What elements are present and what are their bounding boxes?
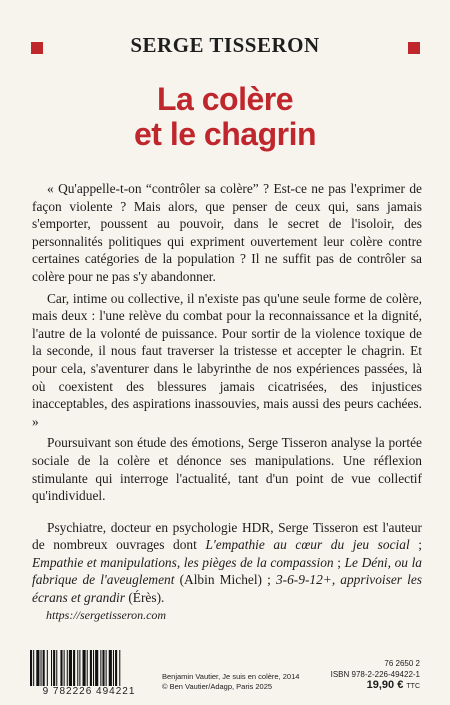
barcode-bar xyxy=(43,650,45,690)
author-bio xyxy=(32,519,422,607)
barcode-bar xyxy=(115,650,117,690)
blurb-paragraph-2: Car, intime ou collective, il n'existe pas qu'une seule forme de colère, mais deux : l'une relève du combat pour la reconnaissance et la dignité, l'autre de la volonté de puissance. Pour sortir de la violence toxique de la seconde, il nous faut traverser la tristesse et accepter le chagrin. Et pour cela, s'aventurer dans le labyrinthe de nos expériences passées, là où coexistent des blessures jamais cicatrisées, des injustices inacceptables, des aspirations inassouvies, mais aussi des peurs cachées. » xyxy=(32,290,422,429)
bio-separator-1: ; xyxy=(409,537,422,553)
barcode-bar xyxy=(73,650,75,690)
barcode-bar xyxy=(56,650,57,690)
barcode-bar xyxy=(95,650,98,690)
price-ttc: TTC xyxy=(406,683,420,690)
barcode-bar xyxy=(87,650,88,690)
price xyxy=(331,680,420,692)
barcode-bar xyxy=(113,650,114,690)
bio-book-2: Empathie et manipulations, les pièges de la compassion xyxy=(32,554,334,570)
barcode-bar xyxy=(90,650,92,690)
barcode-bar xyxy=(36,650,39,690)
blurb-paragraph-3: Poursuivant son étude des émotions, Serge Tisseron analyse la portée sociale de la colère et dénonce ses manipulations. Une réflexion stimulante qui interroge l'actualité, tant d'un point de vue collectif qu'individuel. xyxy=(32,435,422,504)
bio-publisher-2: (Érès). xyxy=(124,590,165,606)
barcode-bar xyxy=(106,650,107,690)
bio-book-4: 3-6-9-12+, apprivoiser les écrans et grandir xyxy=(32,572,422,606)
bio-book-1: L'empathie au cœur du jeu social xyxy=(205,537,410,553)
barcode-bar xyxy=(60,650,62,690)
barcode-bar xyxy=(33,650,34,690)
barcode-bar xyxy=(53,650,55,690)
barcode-bar xyxy=(100,650,101,690)
barcode-bar xyxy=(69,650,72,690)
book-title-line2: et le chagrin xyxy=(134,116,316,152)
barcode-bar xyxy=(79,650,80,690)
author-website-link[interactable]: https://sergetisseron.com xyxy=(46,608,167,622)
product-code: 76 2650 2 xyxy=(384,659,420,668)
book-title xyxy=(0,82,450,152)
barcode-bar xyxy=(64,650,65,690)
price-value: 19,90 € xyxy=(366,679,404,691)
barcode-bar xyxy=(77,650,78,690)
book-title-line1: La colère xyxy=(156,81,293,117)
bio-publisher-1: (Albin Michel) ; xyxy=(174,572,276,588)
barcode-bar xyxy=(67,650,68,690)
barcode-bar xyxy=(47,650,48,690)
barcode-bar xyxy=(109,650,112,690)
cover-credit xyxy=(162,672,299,692)
bio-separator-2: ; xyxy=(333,554,345,570)
isbn: ISBN 978-2-226-49422-1 xyxy=(330,670,420,679)
blurb-paragraph-1: « Qu'appelle-t-on “contrôler sa colère” ? Est-ce ne pas l'exprimer de façon violente ? Mais alors, que penser de ceux qui, sans jamais s'emporter, poussent au pouvoir, dans le secret de l'isoloir, des personnalités politiques qui expriment ouvertement leur colère contre certaines catégories de la population ? Il ne suffit pas de contrôler sa colère pour ne pas s'y abandonner. xyxy=(32,181,422,284)
barcode-bar xyxy=(41,650,42,690)
cover-credit-line-2: © Ben Vautier/Adagp, Paris 2025 xyxy=(162,682,273,691)
cover-credit-line-1: Benjamin Vautier, Je suis en colère, 2014 xyxy=(162,672,300,681)
barcode-bar xyxy=(30,650,32,690)
barcode-bars xyxy=(26,650,152,690)
bio-book-3: Le Déni, ou la fabrique de l'aveuglement xyxy=(32,554,422,588)
barcode-bar xyxy=(93,650,94,690)
barcode-bar xyxy=(83,650,86,690)
author-name: SERGE TISSERON xyxy=(130,33,320,57)
book-info xyxy=(331,658,420,692)
back-cover-text xyxy=(32,180,422,611)
barcode-bar xyxy=(51,650,52,690)
barcode-number: 9 782226 494221 xyxy=(26,686,152,697)
bio-intro: Psychiatre, docteur en psychologie HDR, Serge Tisseron est l'auteur de nombreux ouvrages dont xyxy=(32,519,422,553)
barcode-bar xyxy=(119,650,120,690)
barcode-bar xyxy=(102,650,104,690)
